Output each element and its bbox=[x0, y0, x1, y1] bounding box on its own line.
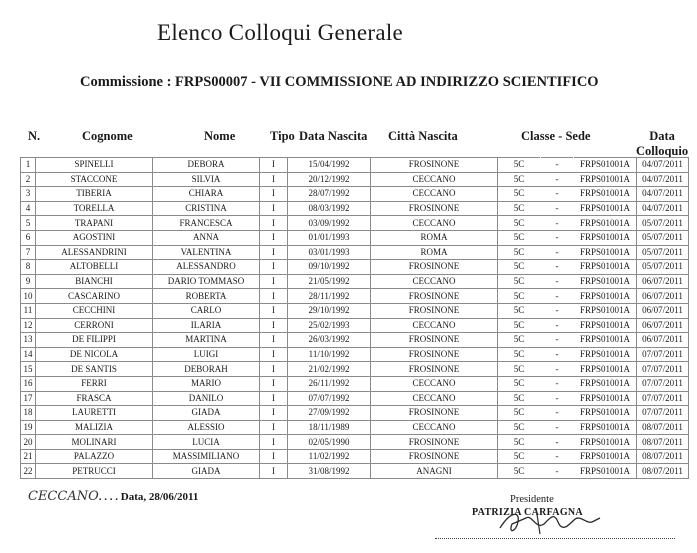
cell-nome: ROBERTA bbox=[153, 289, 260, 304]
cell-citta: FROSINONE bbox=[371, 406, 498, 421]
cell-sede: FRPS01001A bbox=[574, 274, 637, 289]
cell-sep: - bbox=[541, 435, 574, 450]
cell-sep: - bbox=[541, 333, 574, 348]
cell-tipo: I bbox=[260, 406, 288, 421]
cell-citta: ANAGNI bbox=[371, 464, 498, 479]
document-title: Elenco Colloqui Generale bbox=[156, 20, 404, 45]
president-label: Presidente bbox=[510, 494, 554, 505]
cell-sede: FRPS01001A bbox=[574, 406, 637, 421]
table-row bbox=[21, 362, 689, 377]
cell-tipo: I bbox=[260, 435, 288, 450]
cell-colloquio: 07/07/2011 bbox=[637, 391, 689, 406]
header-n: N. bbox=[28, 129, 41, 143]
cell-tipo: I bbox=[260, 260, 288, 275]
cell-sede: FRPS01001A bbox=[574, 187, 637, 202]
cell-cognome: PALAZZO bbox=[36, 449, 153, 464]
cell-classe: 5C bbox=[498, 274, 541, 289]
cell-nascita: 11/02/1992 bbox=[288, 449, 371, 464]
cell-nascita: 26/11/1992 bbox=[288, 376, 371, 391]
cell-classe: 5C bbox=[498, 376, 541, 391]
cell-nome: ILARIA bbox=[153, 318, 260, 333]
cell-tipo: I bbox=[260, 362, 288, 377]
cell-n: 18 bbox=[21, 406, 36, 421]
cell-tipo: I bbox=[260, 318, 288, 333]
cell-citta: FROSINONE bbox=[371, 260, 498, 275]
cell-sede: FRPS01001A bbox=[574, 376, 637, 391]
footer-place-date bbox=[28, 489, 198, 504]
cell-classe: 5C bbox=[498, 303, 541, 318]
cell-citta: FROSINONE bbox=[371, 449, 498, 464]
cell-citta: CECCANO bbox=[371, 376, 498, 391]
cell-colloquio: 06/07/2011 bbox=[637, 274, 689, 289]
cell-colloquio: 05/07/2011 bbox=[637, 216, 689, 231]
cell-tipo: I bbox=[260, 347, 288, 362]
cell-citta: FROSINONE bbox=[371, 289, 498, 304]
cell-classe: 5C bbox=[498, 187, 541, 202]
table-row bbox=[21, 435, 689, 450]
cell-nascita: 29/10/1992 bbox=[288, 303, 371, 318]
cell-n: 3 bbox=[21, 187, 36, 202]
cell-colloquio: 06/07/2011 bbox=[637, 289, 689, 304]
table-row bbox=[21, 420, 689, 435]
cell-tipo: I bbox=[260, 333, 288, 348]
header-tipo: Tipo bbox=[270, 129, 295, 143]
cell-sede: FRPS01001A bbox=[574, 362, 637, 377]
cell-cognome: MALIZIA bbox=[36, 420, 153, 435]
cell-cognome: CASCARINO bbox=[36, 289, 153, 304]
cell-citta: FROSINONE bbox=[371, 435, 498, 450]
cell-nascita: 21/05/1992 bbox=[288, 274, 371, 289]
cell-citta: FROSINONE bbox=[371, 362, 498, 377]
cell-tipo: I bbox=[260, 464, 288, 479]
cell-colloquio: 07/07/2011 bbox=[637, 406, 689, 421]
cell-nome: VALENTINA bbox=[153, 245, 260, 260]
cell-n: 7 bbox=[21, 245, 36, 260]
cell-sede: FRPS01001A bbox=[574, 289, 637, 304]
cell-n: 10 bbox=[21, 289, 36, 304]
cell-sede: FRPS01001A bbox=[574, 303, 637, 318]
header-data-nascita: Data Nascita bbox=[299, 129, 368, 143]
cell-n: 11 bbox=[21, 303, 36, 318]
cell-classe: 5C bbox=[498, 333, 541, 348]
cell-citta: FROSINONE bbox=[371, 158, 498, 173]
cell-cognome: FERRI bbox=[36, 376, 153, 391]
cell-colloquio: 07/07/2011 bbox=[637, 362, 689, 377]
cell-n: 21 bbox=[21, 449, 36, 464]
cell-colloquio: 04/07/2011 bbox=[637, 172, 689, 187]
cell-nome: ALESSIO bbox=[153, 420, 260, 435]
cell-cognome: ALESSANDRINI bbox=[36, 245, 153, 260]
cell-tipo: I bbox=[260, 391, 288, 406]
cell-sep: - bbox=[541, 464, 574, 479]
table-row bbox=[21, 187, 689, 202]
cell-sep: - bbox=[541, 406, 574, 421]
cell-n: 17 bbox=[21, 391, 36, 406]
president-signature bbox=[496, 504, 606, 538]
table-row bbox=[21, 172, 689, 187]
cell-citta: FROSINONE bbox=[371, 347, 498, 362]
table-row bbox=[21, 347, 689, 362]
cell-n: 12 bbox=[21, 318, 36, 333]
cell-citta: FROSINONE bbox=[371, 303, 498, 318]
cell-sede: FRPS01001A bbox=[574, 391, 637, 406]
cell-nascita: 28/11/1992 bbox=[288, 289, 371, 304]
cell-nome: DEBORAH bbox=[153, 362, 260, 377]
cell-tipo: I bbox=[260, 158, 288, 173]
cell-n: 1 bbox=[21, 158, 36, 173]
header-data-colloquio-line1: Data bbox=[649, 129, 675, 143]
cell-citta: CECCANO bbox=[371, 216, 498, 231]
table-row bbox=[21, 289, 689, 304]
cell-n: 15 bbox=[21, 362, 36, 377]
cell-citta: CECCANO bbox=[371, 391, 498, 406]
cell-sep: - bbox=[541, 376, 574, 391]
cell-sede: FRPS01001A bbox=[574, 449, 637, 464]
cell-nascita: 18/11/1989 bbox=[288, 420, 371, 435]
cell-tipo: I bbox=[260, 303, 288, 318]
cell-nome: MASSIMILIANO bbox=[153, 449, 260, 464]
cell-sede: FRPS01001A bbox=[574, 435, 637, 450]
header-data-colloquio bbox=[636, 129, 688, 159]
cell-classe: 5C bbox=[498, 260, 541, 275]
cell-n: 5 bbox=[21, 216, 36, 231]
cell-classe: 5C bbox=[498, 347, 541, 362]
cell-sede: FRPS01001A bbox=[574, 420, 637, 435]
cell-classe: 5C bbox=[498, 172, 541, 187]
cell-sep: - bbox=[541, 187, 574, 202]
table-row bbox=[21, 230, 689, 245]
cell-cognome: DE FILIPPI bbox=[36, 333, 153, 348]
cell-nome: DARIO TOMMASO bbox=[153, 274, 260, 289]
president-name: PATRIZIA CARFAGNA bbox=[472, 507, 583, 518]
cell-citta: ROMA bbox=[371, 245, 498, 260]
cell-sep: - bbox=[541, 289, 574, 304]
cell-cognome: TRAPANI bbox=[36, 216, 153, 231]
cell-sede: FRPS01001A bbox=[574, 333, 637, 348]
cell-citta: CECCANO bbox=[371, 318, 498, 333]
cell-sep: - bbox=[541, 274, 574, 289]
cell-n: 14 bbox=[21, 347, 36, 362]
cell-cognome: CERRONI bbox=[36, 318, 153, 333]
cell-cognome: SPINELLI bbox=[36, 158, 153, 173]
cell-colloquio: 05/07/2011 bbox=[637, 245, 689, 260]
cell-colloquio: 07/07/2011 bbox=[637, 347, 689, 362]
cell-tipo: I bbox=[260, 449, 288, 464]
cell-sep: - bbox=[541, 216, 574, 231]
header-citta-nascita: Città Nascita bbox=[388, 129, 458, 143]
cell-classe: 5C bbox=[498, 391, 541, 406]
cell-sep: - bbox=[541, 201, 574, 216]
cell-colloquio: 05/07/2011 bbox=[637, 230, 689, 245]
cell-cognome: CECCHINI bbox=[36, 303, 153, 318]
cell-nascita: 28/07/1992 bbox=[288, 187, 371, 202]
cell-sep: - bbox=[541, 391, 574, 406]
header-classe-sede: Classe - Sede bbox=[521, 129, 591, 143]
cell-cognome: ALTOBELLI bbox=[36, 260, 153, 275]
cell-cognome: LAURETTI bbox=[36, 406, 153, 421]
cell-cognome: TIBERIA bbox=[36, 187, 153, 202]
footer-date: . . . . Data, 28/06/2011 bbox=[98, 491, 199, 503]
cell-classe: 5C bbox=[498, 449, 541, 464]
cell-n: 6 bbox=[21, 230, 36, 245]
table-row bbox=[21, 333, 689, 348]
cell-cognome: AGOSTINI bbox=[36, 230, 153, 245]
cell-tipo: I bbox=[260, 420, 288, 435]
table-row bbox=[21, 464, 689, 479]
cell-n: 16 bbox=[21, 376, 36, 391]
cell-tipo: I bbox=[260, 289, 288, 304]
cell-sede: FRPS01001A bbox=[574, 201, 637, 216]
cell-cognome: TORELLA bbox=[36, 201, 153, 216]
cell-n: 8 bbox=[21, 260, 36, 275]
cell-colloquio: 05/07/2011 bbox=[637, 260, 689, 275]
cell-classe: 5C bbox=[498, 289, 541, 304]
cell-sep: - bbox=[541, 347, 574, 362]
table-row bbox=[21, 260, 689, 275]
cell-cognome: STACCONE bbox=[36, 172, 153, 187]
cell-sede: FRPS01001A bbox=[574, 158, 637, 173]
cell-citta: FROSINONE bbox=[371, 201, 498, 216]
cell-sede: FRPS01001A bbox=[574, 230, 637, 245]
cell-citta: CECCANO bbox=[371, 172, 498, 187]
cell-classe: 5C bbox=[498, 362, 541, 377]
cell-sep: - bbox=[541, 230, 574, 245]
table-row bbox=[21, 449, 689, 464]
cell-n: 4 bbox=[21, 201, 36, 216]
cell-tipo: I bbox=[260, 172, 288, 187]
cell-classe: 5C bbox=[498, 406, 541, 421]
cell-nome: LUCIA bbox=[153, 435, 260, 450]
cell-nascita: 26/03/1992 bbox=[288, 333, 371, 348]
signature-line bbox=[435, 538, 675, 539]
cell-tipo: I bbox=[260, 376, 288, 391]
cell-nome: MARTINA bbox=[153, 333, 260, 348]
cell-sede: FRPS01001A bbox=[574, 245, 637, 260]
cell-colloquio: 04/07/2011 bbox=[637, 187, 689, 202]
cell-classe: 5C bbox=[498, 318, 541, 333]
cell-nascita: 31/08/1992 bbox=[288, 464, 371, 479]
cell-nome: ANNA bbox=[153, 230, 260, 245]
cell-nome: CHIARA bbox=[153, 187, 260, 202]
cell-nascita: 11/10/1992 bbox=[288, 347, 371, 362]
cell-classe: 5C bbox=[498, 420, 541, 435]
cell-nome: ALESSANDRO bbox=[153, 260, 260, 275]
cell-n: 2 bbox=[21, 172, 36, 187]
cell-nome: SILVIA bbox=[153, 172, 260, 187]
cell-citta: ROMA bbox=[371, 230, 498, 245]
cell-nome: CRISTINA bbox=[153, 201, 260, 216]
cell-tipo: I bbox=[260, 230, 288, 245]
cell-colloquio: 04/07/2011 bbox=[637, 201, 689, 216]
header-nome: Nome bbox=[204, 129, 236, 143]
table-row bbox=[21, 303, 689, 318]
cell-sep: - bbox=[541, 158, 574, 173]
cell-sede: FRPS01001A bbox=[574, 464, 637, 479]
cell-sep: - bbox=[541, 260, 574, 275]
cell-nascita: 07/07/1992 bbox=[288, 391, 371, 406]
commission-line: Commissione : FRPS00007 - VII COMMISSIONE AD INDIRIZZO SCIENTIFICO bbox=[80, 74, 599, 90]
cell-nascita: 03/09/1992 bbox=[288, 216, 371, 231]
cell-sede: FRPS01001A bbox=[574, 318, 637, 333]
cell-nome: LUIGI bbox=[153, 347, 260, 362]
cell-sede: FRPS01001A bbox=[574, 172, 637, 187]
cell-nascita: 02/05/1990 bbox=[288, 435, 371, 450]
cell-cognome: DE SANTIS bbox=[36, 362, 153, 377]
cell-nascita: 01/01/1993 bbox=[288, 230, 371, 245]
table-row bbox=[21, 158, 689, 173]
cell-nascita: 15/04/1992 bbox=[288, 158, 371, 173]
interview-table bbox=[20, 157, 689, 479]
cell-sede: FRPS01001A bbox=[574, 260, 637, 275]
cell-colloquio: 08/07/2011 bbox=[637, 435, 689, 450]
cell-n: 13 bbox=[21, 333, 36, 348]
cell-classe: 5C bbox=[498, 245, 541, 260]
cell-nome: CARLO bbox=[153, 303, 260, 318]
cell-sep: - bbox=[541, 362, 574, 377]
cell-classe: 5C bbox=[498, 230, 541, 245]
cell-sep: - bbox=[541, 303, 574, 318]
cell-nascita: 03/01/1993 bbox=[288, 245, 371, 260]
cell-classe: 5C bbox=[498, 216, 541, 231]
cell-nome: DEBORA bbox=[153, 158, 260, 173]
header-data-colloquio-line2: Colloquio bbox=[636, 144, 689, 158]
cell-tipo: I bbox=[260, 274, 288, 289]
cell-colloquio: 07/07/2011 bbox=[637, 376, 689, 391]
cell-n: 19 bbox=[21, 420, 36, 435]
cell-sede: FRPS01001A bbox=[574, 347, 637, 362]
table-row bbox=[21, 245, 689, 260]
cell-citta: CECCANO bbox=[371, 274, 498, 289]
cell-n: 20 bbox=[21, 435, 36, 450]
table-row bbox=[21, 406, 689, 421]
table-row bbox=[21, 216, 689, 231]
table-row bbox=[21, 391, 689, 406]
table-row bbox=[21, 376, 689, 391]
cell-sep: - bbox=[541, 172, 574, 187]
cell-colloquio: 08/07/2011 bbox=[637, 449, 689, 464]
cell-cognome: FRASCA bbox=[36, 391, 153, 406]
cell-classe: 5C bbox=[498, 464, 541, 479]
cell-classe: 5C bbox=[498, 158, 541, 173]
footer-place: CECCANO bbox=[28, 489, 99, 504]
table-row bbox=[21, 274, 689, 289]
table-row bbox=[21, 318, 689, 333]
cell-cognome: BIANCHI bbox=[36, 274, 153, 289]
cell-nome: MARIO bbox=[153, 376, 260, 391]
table-body bbox=[21, 158, 689, 479]
cell-colloquio: 06/07/2011 bbox=[637, 333, 689, 348]
cell-classe: 5C bbox=[498, 435, 541, 450]
cell-nascita: 21/02/1992 bbox=[288, 362, 371, 377]
cell-citta: CECCANO bbox=[371, 187, 498, 202]
cell-nome: DANILO bbox=[153, 391, 260, 406]
cell-nome: GIADA bbox=[153, 406, 260, 421]
cell-sep: - bbox=[541, 245, 574, 260]
cell-nascita: 25/02/1993 bbox=[288, 318, 371, 333]
cell-tipo: I bbox=[260, 245, 288, 260]
cell-cognome: MOLINARI bbox=[36, 435, 153, 450]
cell-nascita: 27/09/1992 bbox=[288, 406, 371, 421]
cell-colloquio: 06/07/2011 bbox=[637, 318, 689, 333]
cell-cognome: PETRUCCI bbox=[36, 464, 153, 479]
cell-colloquio: 08/07/2011 bbox=[637, 464, 689, 479]
cell-colloquio: 06/07/2011 bbox=[637, 303, 689, 318]
cell-citta: FROSINONE bbox=[371, 333, 498, 348]
cell-tipo: I bbox=[260, 187, 288, 202]
header-cognome: Cognome bbox=[82, 129, 133, 143]
table-row bbox=[21, 201, 689, 216]
cell-colloquio: 04/07/2011 bbox=[637, 158, 689, 173]
cell-citta: CECCANO bbox=[371, 420, 498, 435]
cell-n: 22 bbox=[21, 464, 36, 479]
cell-nome: FRANCESCA bbox=[153, 216, 260, 231]
cell-tipo: I bbox=[260, 201, 288, 216]
cell-nascita: 08/03/1992 bbox=[288, 201, 371, 216]
cell-sep: - bbox=[541, 449, 574, 464]
cell-sep: - bbox=[541, 420, 574, 435]
cell-nome: GIADA bbox=[153, 464, 260, 479]
cell-tipo: I bbox=[260, 216, 288, 231]
cell-n: 9 bbox=[21, 274, 36, 289]
cell-nascita: 20/12/1992 bbox=[288, 172, 371, 187]
cell-colloquio: 08/07/2011 bbox=[637, 420, 689, 435]
cell-nascita: 09/10/1992 bbox=[288, 260, 371, 275]
cell-sep: - bbox=[541, 318, 574, 333]
cell-sede: FRPS01001A bbox=[574, 216, 637, 231]
cell-cognome: DE NICOLA bbox=[36, 347, 153, 362]
cell-classe: 5C bbox=[498, 201, 541, 216]
